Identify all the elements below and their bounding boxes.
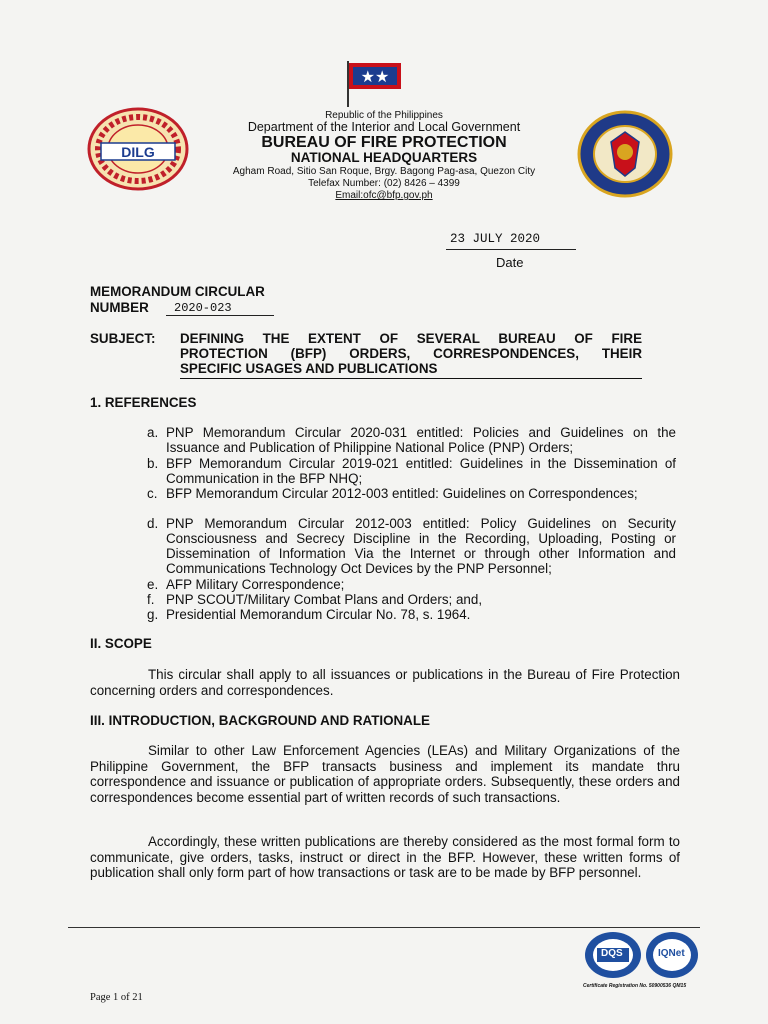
dqs-text: DQS (601, 948, 623, 959)
introduction-paragraph-1: Similar to other Law Enforcement Agencies (LEAs) and Military Organizations of the Philippine Government, the BFP transacts business and implement its mandate thru correspondence and issuance or publication of appropriate orders. Subsequently, these orders and correspondences become essential part of written records of such transactions. (90, 743, 680, 805)
memo-number-label: NUMBER (90, 300, 149, 315)
references-heading: 1. REFERENCES (90, 395, 197, 410)
subject-line-3: SPECIFIC USAGES AND PUBLICATIONS (180, 361, 438, 376)
address-line: Agham Road, Sitio San Roque, Brgy. Bagong Pag-asa, Quezon City (232, 166, 536, 177)
introduction-paragraph-2: Accordingly, these written publications are thereby considered as the most formal form to communicate, give orders, tasks, instruct or direct in the BFP. However, these written forms of publication shall only form part of how transactions or task are to be made by BFP personnel. (90, 834, 680, 880)
telefax-line: Telefax Number: (02) 8426 – 4399 (308, 178, 460, 189)
svg-text:★★: ★★ (360, 67, 390, 86)
certificate-registration: Certificate Registration No. 50900536 QM15 (583, 983, 687, 989)
hq-title: NATIONAL HEADQUARTERS (290, 150, 478, 165)
dqs-certification-logo (583, 930, 643, 980)
iqnet-certification-logo (645, 930, 700, 980)
bureau-title: BUREAU OF FIRE PROTECTION (261, 134, 507, 151)
page-number: Page 1 of 21 (90, 992, 143, 1003)
footer-rule (68, 927, 700, 928)
department-line: Department of the Interior and Local Government (247, 120, 521, 134)
date-label: Date (496, 255, 524, 270)
memo-number-underline (166, 315, 274, 316)
scope-heading: II. SCOPE (90, 636, 152, 651)
philippine-flag-logo (344, 61, 402, 107)
memo-number-value: 2020-023 (174, 301, 232, 315)
republic-line: Republic of the Philippines (325, 110, 443, 121)
iqnet-text: IQNet (658, 948, 685, 959)
subject-line-1: DEFINING THE EXTENT OF SEVERAL BUREAU OF FIRE (180, 331, 642, 346)
dilg-logo-text: DILG (121, 144, 155, 160)
date-underline (446, 249, 576, 250)
scope-paragraph: This circular shall apply to all issuances or publications in the Bureau of Fire Protection concerning orders and correspondences. (90, 667, 680, 698)
subject-label: SUBJECT: (90, 331, 156, 346)
subject-line-2: PROTECTION (BFP) ORDERS, CORRESPONDENCES, THEIR (180, 346, 642, 361)
email-link[interactable]: Email:ofc@bfp.gov.ph (335, 190, 433, 201)
introduction-heading: III. INTRODUCTION, BACKGROUND AND RATIONALE (90, 713, 430, 728)
subject-underline (180, 378, 642, 379)
date-value: 23 JULY 2020 (450, 232, 541, 246)
memo-title: MEMORANDUM CIRCULAR (90, 284, 265, 299)
